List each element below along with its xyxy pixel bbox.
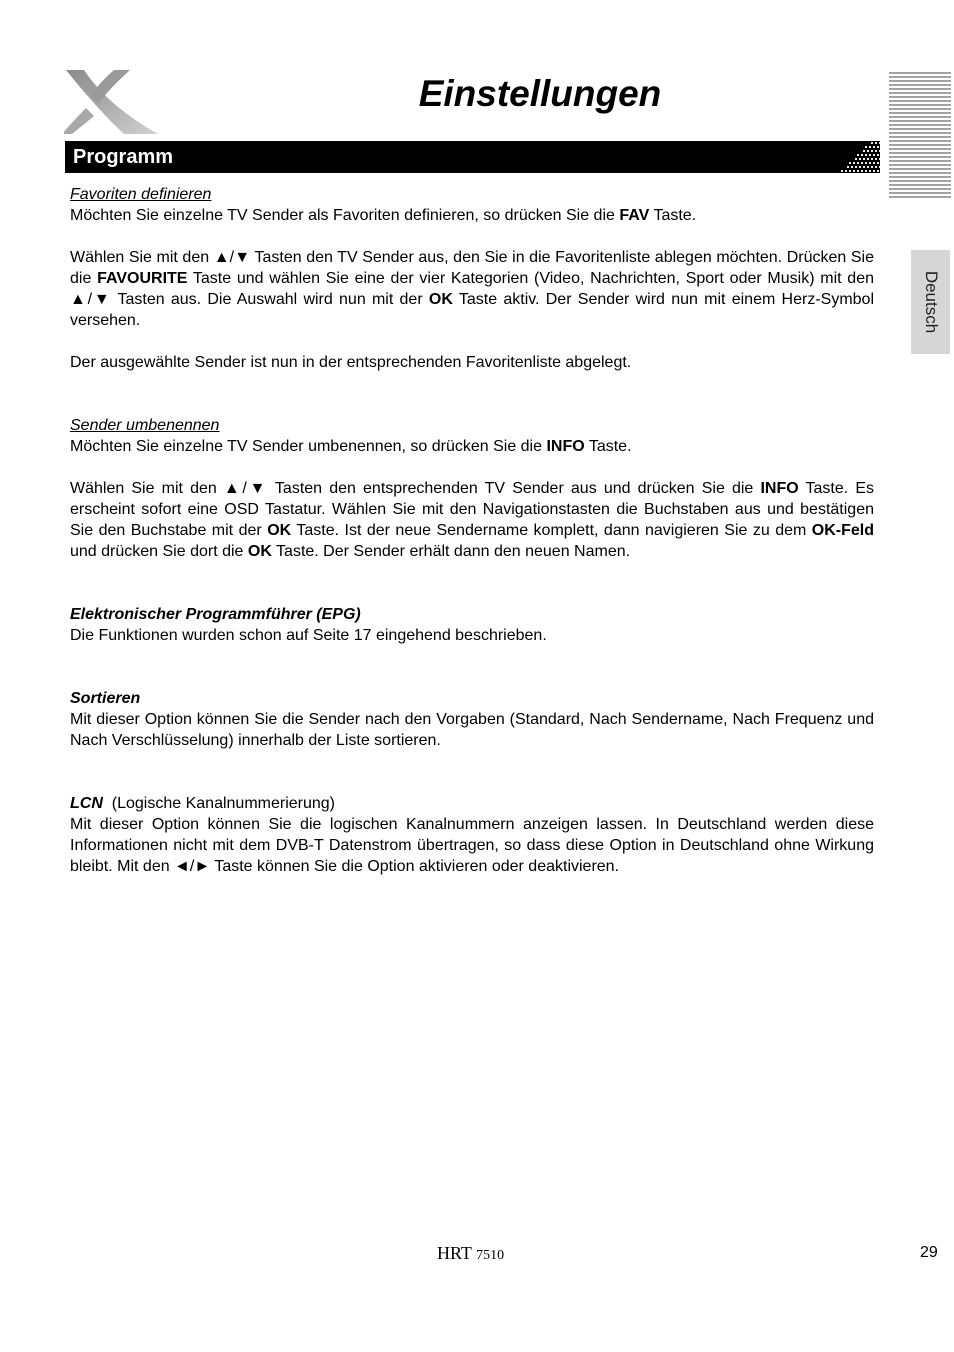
page-content xyxy=(70,184,874,877)
paragraph: Möchten Sie einzelne TV Sender als Favoriten definieren, so drücken Sie die FAV Taste. xyxy=(70,207,697,224)
section-heading-favoriten: Favoriten definieren xyxy=(70,186,212,203)
dot-pattern-decoration xyxy=(840,141,880,173)
paragraph: Der ausgewählte Sender ist nun in der entsprechenden Favoritenliste abgelegt. xyxy=(70,354,632,371)
section-heading-umbenennen: Sender umbenennen xyxy=(70,417,220,434)
page-number: 29 xyxy=(920,1244,938,1261)
section-title: Programm xyxy=(73,146,174,168)
decorative-stripes xyxy=(889,72,951,200)
section-heading-epg: Elektronischer Programmführer (EPG) xyxy=(70,606,361,623)
section-heading-lcn: LCN (Logische Kanalnummerierung) xyxy=(70,795,336,812)
paragraph: Die Funktionen wurden schon auf Seite 17 eingehend beschrieben. xyxy=(70,627,547,644)
paragraph: Mit dieser Option können Sie die logischen Kanalnummern anzeigen lassen. In Deutschland werden diese Informationen nicht mit dem DVB-T Datenstrom übertragen, so dass diese Option in Deutschland ohne Wirkung bleibt. Mit den ◄/► Taste können Sie die Option aktivieren oder deaktivieren. xyxy=(70,816,874,875)
section-header-bar xyxy=(65,141,880,173)
paragraph: Wählen Sie mit den ▲/▼ Tasten den entsprechenden TV Sender aus und drücken Sie die INFO Taste. Es erscheint sofort eine OSD Tastatur. Wählen Sie mit den Navigationstasten die Buchstaben aus und bestätigen Sie den Buchstabe mit der OK Taste. Ist der neue Sendername komplett, dann navigieren Sie zu dem OK-Feld und drücken Sie dort die OK Taste. Der Sender erhält dann den neuen Namen. xyxy=(70,480,875,560)
paragraph: Mit dieser Option können Sie die Sender nach den Vorgaben (Standard, Nach Sendername, Nach Frequenz und Nach Verschlüsselung) innerhalb der Liste sortieren. xyxy=(70,711,874,749)
language-tab-label: Deutsch xyxy=(921,270,941,334)
language-tab xyxy=(911,250,950,354)
footer-model-name: HRT 7510 xyxy=(437,1243,505,1263)
section-heading-sortieren: Sortieren xyxy=(70,690,141,707)
paragraph: Möchten Sie einzelne TV Sender umbenennen, so drücken Sie die INFO Taste. xyxy=(70,438,632,455)
paragraph: Wählen Sie mit den ▲/▼ Tasten den TV Sender aus, den Sie in die Favoritenliste ablegen möchten. Drücken Sie die FAVOURITE Taste und wählen Sie eine der vier Kategorien (Video, Nachrichten, Sport oder Musik) mit den ▲/▼ Tasten aus. Die Auswahl wird nun mit der OK Taste aktiv. Der Sender wird nun mit einem Herz-Symbol versehen. xyxy=(70,249,874,329)
page-title: Einstellungen xyxy=(418,73,662,114)
